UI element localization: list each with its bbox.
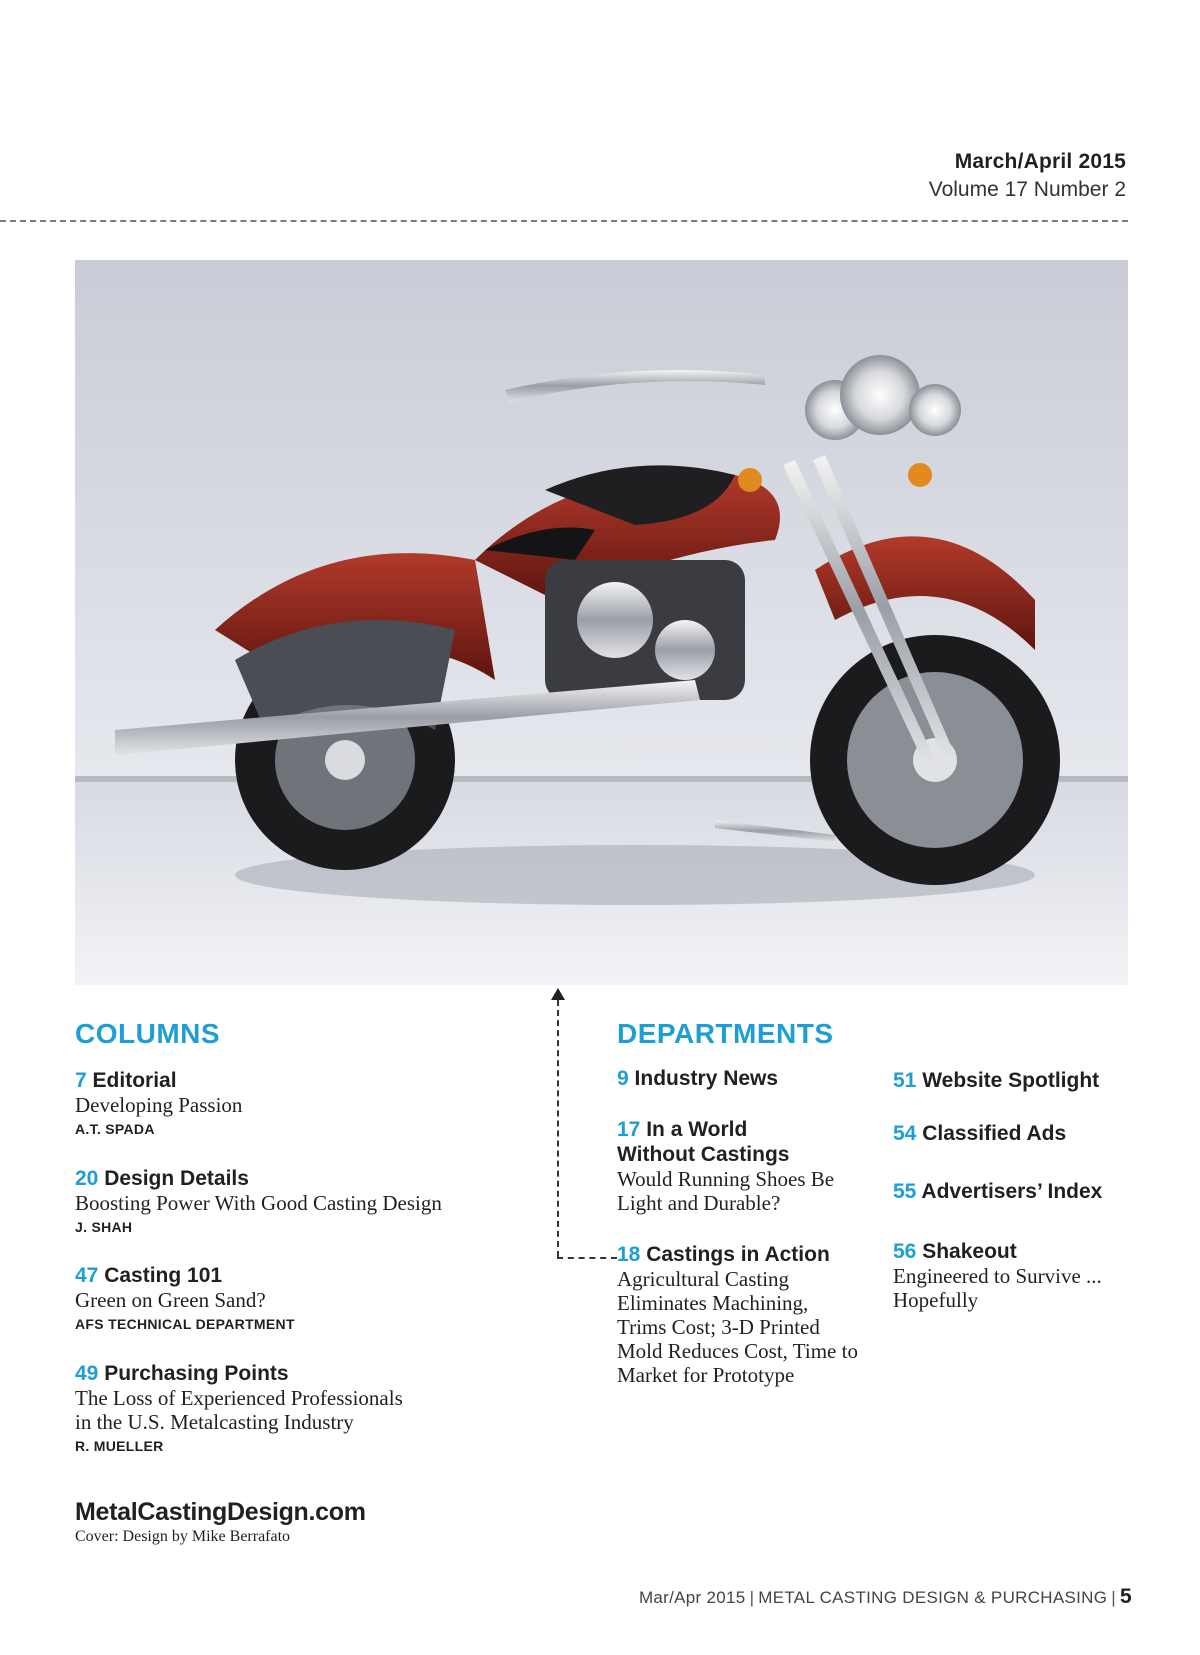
entry-title: Classified Ads [922,1122,1067,1145]
page-number: 49 [75,1362,99,1385]
page-number: 47 [75,1264,99,1287]
toc-entry-shakeout[interactable] [893,1239,1143,1312]
columns-heading: COLUMNS [75,1018,221,1049]
issue-volume: Volume 17 Number 2 [928,178,1126,201]
entry-title: Advertisers’ Index [921,1180,1103,1203]
entry-description: Eliminates Machining, [617,1291,809,1315]
page-number: 51 [893,1069,917,1092]
entry-title: In a World [646,1118,748,1141]
cover-credit: Cover: Design by Mike Berrafato [75,1528,291,1545]
entry-description: Developing Passion [75,1093,243,1117]
toc-entry-industry-news[interactable] [617,1066,877,1091]
page-number: 18 [617,1243,641,1266]
toc-entry-classified-ads[interactable] [893,1121,1143,1146]
entry-title: Purchasing Points [104,1362,289,1385]
entry-description: in the U.S. Metalcasting Industry [75,1410,354,1434]
website-link[interactable]: MetalCastingDesign.com [75,1498,366,1526]
connector-arrowhead-icon [551,988,565,1000]
toc-entry-purchasing-points[interactable] [75,1361,495,1454]
footer-issue: Mar/Apr 2015 [638,1588,746,1607]
entry-author: R. MUELLER [75,1438,164,1454]
page-number: 54 [893,1122,917,1145]
entry-title: Design Details [104,1167,249,1190]
entry-title: Shakeout [922,1240,1017,1263]
entry-title-line2: Without Castings [617,1143,790,1166]
entry-author: J. SHAH [75,1219,133,1235]
toc-entry-in-a-world[interactable] [617,1117,887,1215]
entry-title: Industry News [634,1067,779,1090]
entry-description: Green on Green Sand? [75,1288,266,1312]
connector-line [557,1257,617,1259]
entry-title: Website Spotlight [922,1069,1100,1092]
motorcycle-photo [75,260,1128,985]
entry-title: Castings in Action [646,1243,830,1266]
toc-entry-editorial[interactable] [75,1068,495,1137]
issue-date: March/April 2015 [954,150,1126,173]
page-number: 55 [893,1180,917,1203]
entry-title: Casting 101 [104,1264,223,1287]
toc-entry-website-spotlight[interactable] [893,1068,1143,1093]
page-number: 56 [893,1240,917,1263]
entry-author: A.T. SPADA [75,1121,155,1137]
entry-description: Mold Reduces Cost, Time to [617,1339,858,1363]
connector-line [557,1000,559,1257]
page-number: 20 [75,1167,99,1190]
entry-description: Market for Prototype [617,1363,795,1387]
footer-publication: METAL CASTING DESIGN & PURCHASING [758,1588,1108,1607]
entry-description: Would Running Shoes Be [617,1167,835,1191]
page-footer: Mar/Apr 2015 | METAL CASTING DESIGN & PURCHASING | 5 [638,1585,1132,1608]
entry-description: Trims Cost; 3-D Printed [617,1315,820,1339]
page-number: 5 [1120,1585,1132,1608]
page-number: 7 [75,1069,87,1092]
page-number: 9 [617,1067,629,1090]
entry-description: Agricultural Casting [617,1267,790,1291]
entry-author: AFS TECHNICAL DEPARTMENT [75,1316,295,1332]
entry-description: Hopefully [893,1288,979,1312]
toc-entry-casting-101[interactable] [75,1263,495,1332]
toc-entry-castings-in-action[interactable] [617,1242,887,1387]
cover-photo [75,260,1128,985]
toc-entry-advertisers-index[interactable] [893,1179,1143,1204]
entry-title: Editorial [92,1069,177,1092]
entry-description: Light and Durable? [617,1191,781,1215]
page-number: 17 [617,1118,641,1141]
entry-description: The Loss of Experienced Professionals [75,1386,403,1410]
departments-heading: DEPARTMENTS [617,1018,834,1049]
header-divider [0,220,1128,222]
entry-description: Engineered to Survive ... [893,1264,1102,1288]
entry-description: Boosting Power With Good Casting Design [75,1191,442,1215]
toc-entry-design-details[interactable] [75,1166,535,1235]
